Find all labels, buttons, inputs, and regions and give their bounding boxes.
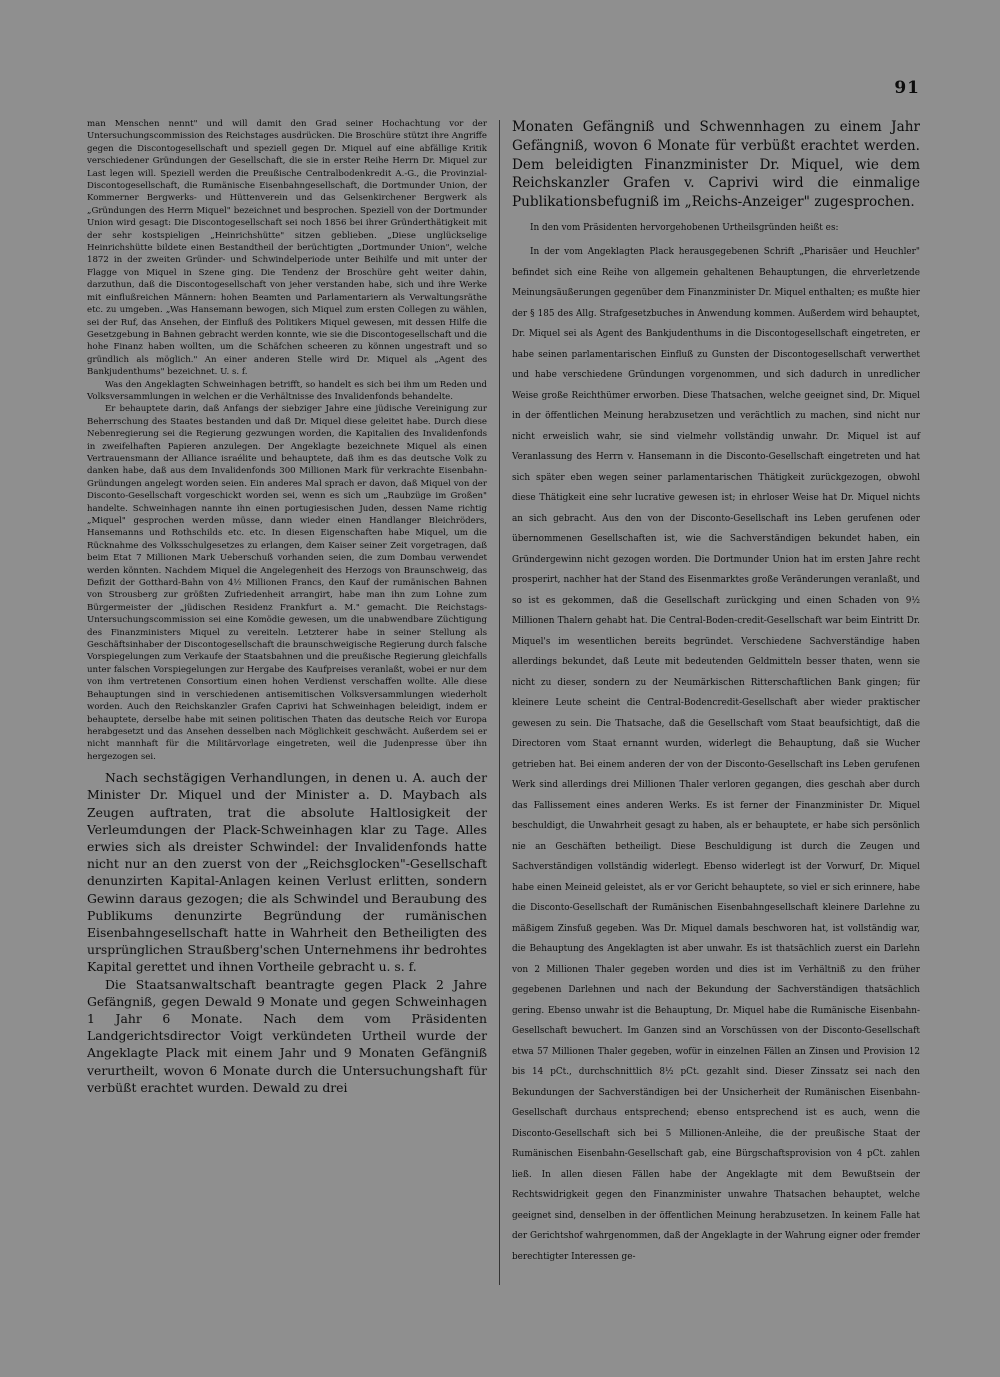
right-column (512, 118, 920, 1267)
paragraph-schweinhagen-intro: Was den Angeklagten Schweinhagen betrifft, so handelt es sich bei ihm um Reden und Volksversammlungen in welchen er die Verhältnisse des Invalidenfonds behandelte. (87, 379, 487, 402)
left-column (87, 118, 487, 1096)
paragraph-verdict-continuation: Monaten Gefängniß und Schwennhagen zu einem Jahr Gefängniß, wovon 6 Monate für verbüßt erachtet werden. Dem beleidigten Finanzminister Dr. Miquel, wie dem Reichskanzler Grafen v. Caprivi wird die einmalige Publikationsbefugniß im „Reichs-Anzeiger" zugesprochen. (512, 119, 920, 211)
paragraph-sentencing: Die Staatsanwaltschaft beantragte gegen Plack 2 Jahre Gefängniß, gegen Dewald 9 Monate und gegen Schweinhagen 1 Jahr 6 Monate. Nach dem vom Präsidenten Landgerichtsdirector Voigt verkündeten Urtheil wurde der Angeklagte Plack mit einem Jahr und 9 Monaten Gefängniß verurtheilt, wovon 6 Monate durch die Untersuchungshaft für verbüßt erachtet wurden. Dewald zu drei (87, 976, 487, 1095)
paragraph-trial-result: Nach sechstägigen Verhandlungen, in denen u. A. auch der Minister Dr. Miquel und der Minister a. D. Maybach als Zeugen auftraten, trat die absolute Haltlosigkeit der Verleumdungen der Plack-Schweinhagen klar zu Tage. Alles erwies sich als dreister Schwindel: der Invalidenfonds hatte nicht nur an den zuerst von der „Reichsglocken"-Gesellschaft denunzirten Kapital-Anlagen keinen Verlust erlitten, sondern Gewinn daraus gezogen; die als Schwindel und Beraubung des Publikums denunzirte Begründung der rumänischen Eisenbahngesellschaft hatte in Wahrheit den Betheiligten des ursprünglichen Straußberg'schen Unternehmens ihr bedrohtes Kapital gerettet und ihnen Vortheile gebracht u. s. f. (87, 770, 487, 975)
column-divider (499, 120, 500, 1285)
paragraph-judgment-intro: In den vom Präsidenten hervorgehobenen Urtheilsgründen heißt es: (530, 222, 839, 233)
paragraph-brochure: man Menschen nennt" und will damit den Grad seiner Hochachtung vor der Untersuchungscommission des Reichstages ausdrücken. Die Broschüre stützt ihre Angriffe gegen die Discontogesellschaft und speziell gegen Dr. Miquel auf eine abfällige Kritik verschiedener Gründungen der Gesellschaft, die sie in erster Reihe Herrn Dr. Miquel zur Last legen will. Speziell werden die Preußische Centralbodenkredit A.-G., die Provinzial-Discontogesellschaft, die Rumänische Eisenbahngesellschaft, die Dortmunder Union, der Kommerner Bergwerks- und Hüttenverein und das Gelsenkirchener Bergwerk als „Gründungen des Herrn Miquel" bezeichnet und besprochen. Speziell von der Dortmunder Union wird gesagt: Die Discontogesellschaft sei noch 1856 bei ihrer Gründerthätigkeit mit der sehr kostspieligen „Heinrichshütte" sitzen geblieben. „Diese unglückselige Heinrichshütte bildete einen Bestandtheil der berüchtigten „Dortmunder Union", welche 1872 in der zweiten Gründer- und Schwindelperiode unter Beihilfe und mit unter der Flagge von Miquel in Szene ging. Die Tendenz der Broschüre geht weiter dahin, darzuthun, daß die Discontogesellschaft von jeher verstanden habe, sich und ihre Werke mit einflußreichen Männern: hohen Beamten und Parlamentariern als Verwaltungsräthe etc. zu umgeben. „Was Hansemann bewogen, sich Miquel zum ersten Collegen zu wählen, sei der Ruf, das Ansehen, der Einfluß des Politikers Miquel gewesen, mit dessen Hilfe die Gesetzgebung in Bahnen gebracht werden konnte, wie sie die Discontogesellschaft und die hohe Finanz haben wollten, um die Schäfchen scheeren zu können ungestraft und so gründlich als möglich." An einer anderen Stelle wird Dr. Miquel als „Agent des Bankjudenthums" bezeichnet. U. s. f. (87, 119, 487, 378)
paragraph-judgment-grounds: In der vom Angeklagten Plack herausgegebenen Schrift „Pharisäer und Heuchler" befindet sich eine Reihe von allgemein gehaltenen Behauptungen, die ehrverletzende Meinungsäußerungen gegenüber dem Finanzminister Dr. Miquel enthalten; es mußte hier der § 185 des Allg. Strafgesetzbuches in Anwendung kommen. Außerdem wird behauptet, Dr. Miquel sei als Agent des Bankjudenthums in die Discontogesellschaft eingetreten, er habe seinen parlamentarischen Einfluß zu Gunsten der Discontogesellschaft verwerthet und habe verschiedene Gründungen vorgenommen, und sich dadurch in unredlicher Weise große Reichthümer erworben. Diese Thatsachen, welche geeignet sind, Dr. Miquel in der öffentlichen Meinung herabzusetzen und verächtlich zu machen, sind nicht nur nicht erweislich wahr, sie sind vielmehr vollständig unwahr. Dr. Miquel ist auf Veranlassung des Herrn v. Hansemann in die Disconto-Gesellschaft eingetreten und hat sich später eben wegen seiner parlamentarischen Thätigkeit zurückgezogen, obwohl diese Thätigkeit eine sehr lucrative gewesen ist; in ehrloser Weise hat Dr. Miquel nichts an sich gebracht. Aus den von der Disconto-Gesellschaft ins Leben gerufenen oder übernommenen Gesellschaften ist, wie die Sachverständigen bekundet haben, ein Gründergewinn nicht gezogen worden. Die Dortmunder Union hat im ersten Jahre recht prosperirt, nachher hat der Stand des Eisenmarktes große Veränderungen veranlaßt, und so ist es gekommen, daß die Gesellschaft zurückging und einen Schaden von 9½ Millionen Thalern gehabt hat. Die Central-Boden-credit-Gesellschaft war beim Eintritt Dr. Miquel's im wesentlichen bereits begründet. Verschiedene Sachverständige haben allerdings bekundet, daß Leute mit bedeutenden Geldmitteln besser thaten, wenn sie nicht zu dieser, sondern zu der Neumärkischen Ritterschaftlichen Bank gingen; für kleinere Leute scheint die Central-Bodencredit-Gesellschaft aber wieder praktischer gewesen zu sein. Die Thatsache, daß die Gesellschaft vom Staat beaufsichtigt, daß die Directoren vom Staat ernannt wurden, widerlegt die Behauptung, daß sie Wucher getrieben hat. Bei einem anderen der von der Disconto-Gesellschaft ins Leben gerufenen Werk sind allerdings drei Millionen Thaler verloren gegangen, dies geschah aber durch das Fallissement eines anderen Werks. Es ist ferner der Finanzminister Dr. Miquel beschuldigt, die Unwahrheit gesagt zu haben, als er behauptete, er habe sich persönlich nie an Geschäften betheiligt. Diese Beschuldigung ist durch die Zeugen und Sachverständigen vollständig widerlegt. Ebenso widerlegt ist der Vorwurf, Dr. Miquel habe einen Meineid geleistet, als er vor Gericht behauptete, so viel er sich erinnere, habe die Disconto-Gesellschaft der Rumänischen Eisenbahngesellschaft kleinere Darlehne zu mäßigem Zinsfuß gegeben. Was Dr. Miquel damals beschworen hat, ist vollständig war, die Behauptung des Angeklagten ist aber unwahr. Es ist thatsächlich zuerst ein Darlehn von 2 Millionen Thaler gegeben worden und dies ist im Verhältniß zu den früher gegebenen Darlehnen und nach der Bekundung der Sachverständigen thatsächlich gering. Ebenso unwahr ist die Behauptung, Dr. Miquel habe die Rumänische Eisenbahn-Gesellschaft bewuchert. Im Ganzen sind an Vorschüssen von der Disconto-Gesellschaft etwa 57 Millionen Thaler gegeben, wofür in einzelnen Fällen an Zinsen und Provision 12 bis 14 pCt., durchschnittlich 8½ pCt. gezahlt sind. Dieser Zinssatz sei nach den Bekundungen der Sachverständigen bei der Unsicherheit der Rumänischen Eisenbahn-Gesellschaft durchaus entsprechend; ebenso entsprechend ist es auch, wenn die Disconto-Gesellschaft sich bei 5 Millionen-Anleihe, die der preußische Staat der Rumänischen Eisenbahn-Gesellschaft gab, eine Bürgschaftsprovision von 4 pCt. zahlen ließ. In allen diesen Fällen habe der Angeklagte mit dem Bewußtsein der Rechtswidrigkeit gegen den Finanzminister unwahre Thatsachen behauptet, welche geeignet sind, denselben in der öffentlichen Meinung herabzusetzen. In keinem Falle hat der Gerichtshof wahrgenommen, daß der Angeklagte in der Wahrung eigner oder fremder berechtigter Interessen ge- (512, 247, 920, 1262)
paragraph-schweinhagen-claims: Er behauptete darin, daß Anfangs der siebziger Jahre eine jüdische Vereinigung zur Beherrschung des Staates bestanden und daß Dr. Miquel diese geleitet habe. Durch diese Nebenregierung sei die Regierung gezwungen worden, die Kapitalien des Invalidenfonds in zweifelhaften Papieren anzulegen. Der Angeklagte bezeichnete Miquel als einen Vertrauensmann der Alliance israélite und behauptete, daß ihm es das deutsche Volk zu danken habe, daß aus dem Invalidenfonds 300 Millionen Mark für verkrachte Eisenbahn-Gründungen angelegt worden seien. Ein anderes Mal sprach er davon, daß Miquel von der Disconto-Gesellschaft vorgeschickt worden sei, wenn es sich um „Raubzüge im Großen" handelte. Schweinhagen nannte ihn einen portugiesischen Juden, dessen Name richtig „Miquel" gesprochen werden müsse, dann wieder einen Handlanger Bleichröders, Hansemanns und Rothschilds etc. etc. In diesen Eigenschaften habe Miquel, um die Rücknahme des Volksschulgesetzes zu erlangen, dem Kaiser seiner Zeit vorgetragen, daß beim Etat 7 Millionen Mark Ueberschuß vorhanden seien, die zum Dombau verwendet werden könnten. Nachdem Miquel die Angelegenheit des Herzogs von Braunschweig, das Defizit der Gotthard-Bahn von 4½ Millionen Francs, den Kauf der rumänischen Bahnen von Strousberg zur größten Zufriedenheit arrangirt, habe man ihn zum Lohne zum Bürgermeister der „jüdischen Residenz Frankfurt a. M." gemacht. Die Reichstags-Untersuchungscommission sei eine Komödie gewesen, um die unabwendbare Züchtigung des Finanzministers Miquel zu vereiteln. Letzterer habe in seiner Stellung als Geschäftsinhaber der Discontogesellschaft die braunschweigische Regierung durch falsche Vorspiegelungen zum Verkaufe der Staatsbahnen und die preußische Regierung gleichfalls unter falschen Vorspiegelungen zur Hergabe des Kaufpreises veranlaßt, wobei er nur dem von ihm vertretenen Consortium einen hohen Verdienst verschaffen wollte. Alle diese Behauptungen sind in verschiedenen antisemitischen Volksversammlungen wiederholt worden. Auch den Reichskanzler Grafen Caprivi hat Schweinhagen beleidigt, indem er behauptete, derselbe habe mit seinen politischen Thaten das deutsche Reich vor Europa herabgesetzt und das Ansehen desselben nach Möglichkeit geschwächt. Außerdem sei er nicht mannhaft für die Militärvorlage eingetreten, weil die Judenpresse über ihn hergezogen sei. (87, 404, 487, 762)
page-number: 91 (894, 78, 920, 98)
